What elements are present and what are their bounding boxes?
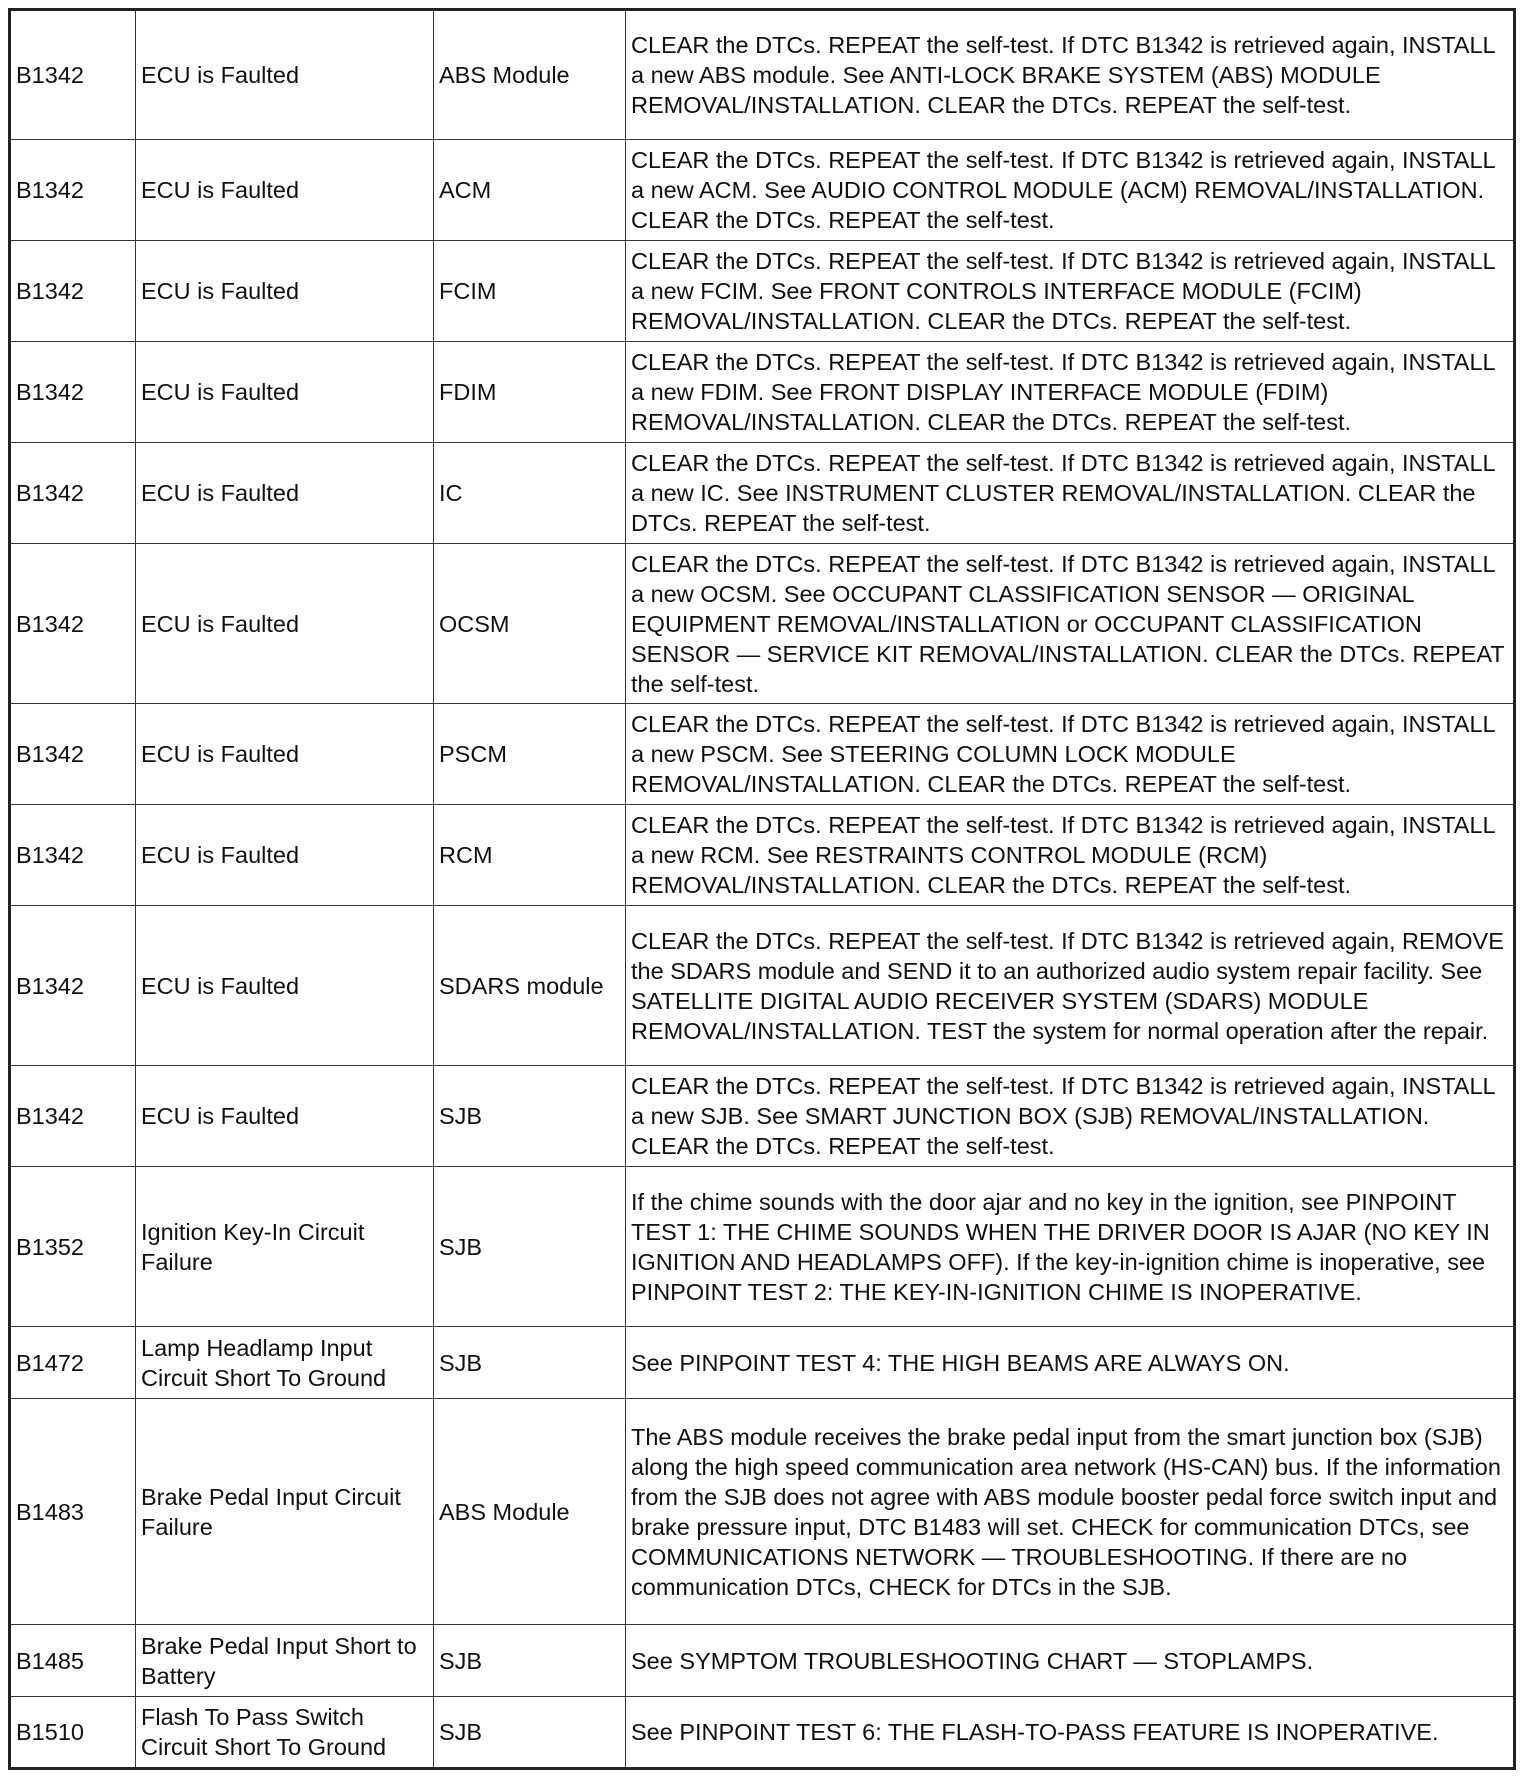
action-cell: CLEAR the DTCs. REPEAT the self-test. If DTC B1342 is retrieved again, INSTALL a new SJB. See SMART JUNCTION BOX (SJB) REMOVAL/INSTALLATION. CLEAR the DTCs. REPEAT the self-test. [626, 1066, 1515, 1167]
description-cell: Lamp Headlamp Input Circuit Short To Ground [136, 1327, 434, 1399]
dtc-code-cell: B1342 [10, 241, 136, 342]
table-row [10, 544, 1515, 704]
description-cell: Brake Pedal Input Short to Battery [136, 1625, 434, 1697]
table-row [10, 1697, 1515, 1769]
action-cell: CLEAR the DTCs. REPEAT the self-test. If DTC B1342 is retrieved again, INSTALL a new PSCM. See STEERING COLUMN LOCK MODULE REMOVAL/INSTALLATION. CLEAR the DTCs. REPEAT the self-test. [626, 704, 1515, 805]
description-cell: Brake Pedal Input Circuit Failure [136, 1399, 434, 1625]
table-row [10, 443, 1515, 544]
table-row [10, 1167, 1515, 1327]
action-cell: CLEAR the DTCs. REPEAT the self-test. If DTC B1342 is retrieved again, INSTALL a new RCM. See RESTRAINTS CONTROL MODULE (RCM) REMOVAL/INSTALLATION. CLEAR the DTCs. REPEAT the self-test. [626, 805, 1515, 906]
dtc-code-cell: B1342 [10, 805, 136, 906]
description-cell: ECU is Faulted [136, 140, 434, 241]
dtc-code-cell: B1472 [10, 1327, 136, 1399]
module-cell: SJB [434, 1625, 626, 1697]
dtc-code-cell: B1342 [10, 1066, 136, 1167]
module-cell: OCSM [434, 544, 626, 704]
module-cell: ABS Module [434, 1399, 626, 1625]
description-cell: ECU is Faulted [136, 342, 434, 443]
description-cell: ECU is Faulted [136, 704, 434, 805]
table-row [10, 1625, 1515, 1697]
action-cell: If the chime sounds with the door ajar and no key in the ignition, see PINPOINT TEST 1: THE CHIME SOUNDS WHEN THE DRIVER DOOR IS AJAR (NO KEY IN IGNITION AND HEADLAMPS OFF). If the key-in-ignition chime is inoperative, see PINPOINT TEST 2: THE KEY-IN-IGNITION CHIME IS INOPERATIVE. [626, 1167, 1515, 1327]
description-cell: ECU is Faulted [136, 1066, 434, 1167]
description-cell: ECU is Faulted [136, 544, 434, 704]
table-row [10, 704, 1515, 805]
module-cell: SJB [434, 1697, 626, 1769]
action-cell: CLEAR the DTCs. REPEAT the self-test. If DTC B1342 is retrieved again, INSTALL a new IC. See INSTRUMENT CLUSTER REMOVAL/INSTALLATION. CLEAR the DTCs. REPEAT the self-test. [626, 443, 1515, 544]
dtc-table [8, 8, 1516, 1770]
module-cell: RCM [434, 805, 626, 906]
table-row [10, 1399, 1515, 1625]
action-cell: See PINPOINT TEST 4: THE HIGH BEAMS ARE ALWAYS ON. [626, 1327, 1515, 1399]
action-cell: See PINPOINT TEST 6: THE FLASH-TO-PASS FEATURE IS INOPERATIVE. [626, 1697, 1515, 1769]
module-cell: SJB [434, 1327, 626, 1399]
description-cell: ECU is Faulted [136, 906, 434, 1066]
action-cell: CLEAR the DTCs. REPEAT the self-test. If DTC B1342 is retrieved again, REMOVE the SDARS module and SEND it to an authorized audio system repair facility. See SATELLITE DIGITAL AUDIO RECEIVER SYSTEM (SDARS) MODULE REMOVAL/INSTALLATION. TEST the system for normal operation after the repair. [626, 906, 1515, 1066]
description-cell: Ignition Key-In Circuit Failure [136, 1167, 434, 1327]
action-cell: CLEAR the DTCs. REPEAT the self-test. If DTC B1342 is retrieved again, INSTALL a new OCSM. See OCCUPANT CLASSIFICATION SENSOR — ORIGINAL EQUIPMENT REMOVAL/INSTALLATION or OCCUPANT CLASSIFICATION SENSOR — SERVICE KIT REMOVAL/INSTALLATION. CLEAR the DTCs. REPEAT the self-test. [626, 544, 1515, 704]
dtc-code-cell: B1510 [10, 1697, 136, 1769]
module-cell: SJB [434, 1066, 626, 1167]
module-cell: ACM [434, 140, 626, 241]
action-cell: See SYMPTOM TROUBLESHOOTING CHART — STOPLAMPS. [626, 1625, 1515, 1697]
module-cell: FDIM [434, 342, 626, 443]
action-cell: CLEAR the DTCs. REPEAT the self-test. If DTC B1342 is retrieved again, INSTALL a new FCIM. See FRONT CONTROLS INTERFACE MODULE (FCIM) REMOVAL/INSTALLATION. CLEAR the DTCs. REPEAT the self-test. [626, 241, 1515, 342]
dtc-code-cell: B1352 [10, 1167, 136, 1327]
table-row [10, 906, 1515, 1066]
table-row [10, 1327, 1515, 1399]
dtc-code-cell: B1342 [10, 443, 136, 544]
description-cell: ECU is Faulted [136, 10, 434, 140]
dtc-table-body [10, 10, 1515, 1769]
dtc-code-cell: B1342 [10, 906, 136, 1066]
description-cell: Flash To Pass Switch Circuit Short To Ground [136, 1697, 434, 1769]
description-cell: ECU is Faulted [136, 443, 434, 544]
module-cell: SDARS module [434, 906, 626, 1066]
description-cell: ECU is Faulted [136, 805, 434, 906]
dtc-code-cell: B1342 [10, 704, 136, 805]
table-row [10, 140, 1515, 241]
dtc-code-cell: B1342 [10, 140, 136, 241]
module-cell: FCIM [434, 241, 626, 342]
dtc-code-cell: B1342 [10, 544, 136, 704]
action-cell: CLEAR the DTCs. REPEAT the self-test. If DTC B1342 is retrieved again, INSTALL a new FDIM. See FRONT DISPLAY INTERFACE MODULE (FDIM) REMOVAL/INSTALLATION. CLEAR the DTCs. REPEAT the self-test. [626, 342, 1515, 443]
dtc-code-cell: B1342 [10, 10, 136, 140]
module-cell: SJB [434, 1167, 626, 1327]
module-cell: PSCM [434, 704, 626, 805]
description-cell: ECU is Faulted [136, 241, 434, 342]
dtc-code-cell: B1342 [10, 342, 136, 443]
table-row [10, 10, 1515, 140]
module-cell: IC [434, 443, 626, 544]
action-cell: The ABS module receives the brake pedal input from the smart junction box (SJB) along the high speed communication area network (HS-CAN) bus. If the information from the SJB does not agree with ABS module booster pedal force switch input and brake pressure input, DTC B1483 will set. CHECK for communication DTCs, see COMMUNICATIONS NETWORK — TROUBLESHOOTING. If there are no communication DTCs, CHECK for DTCs in the SJB. [626, 1399, 1515, 1625]
module-cell: ABS Module [434, 10, 626, 140]
dtc-code-cell: B1483 [10, 1399, 136, 1625]
table-row [10, 241, 1515, 342]
dtc-code-cell: B1485 [10, 1625, 136, 1697]
table-row [10, 342, 1515, 443]
action-cell: CLEAR the DTCs. REPEAT the self-test. If DTC B1342 is retrieved again, INSTALL a new ABS module. See ANTI-LOCK BRAKE SYSTEM (ABS) MODULE REMOVAL/INSTALLATION. CLEAR the DTCs. REPEAT the self-test. [626, 10, 1515, 140]
action-cell: CLEAR the DTCs. REPEAT the self-test. If DTC B1342 is retrieved again, INSTALL a new ACM. See AUDIO CONTROL MODULE (ACM) REMOVAL/INSTALLATION. CLEAR the DTCs. REPEAT the self-test. [626, 140, 1515, 241]
table-row [10, 805, 1515, 906]
table-row [10, 1066, 1515, 1167]
